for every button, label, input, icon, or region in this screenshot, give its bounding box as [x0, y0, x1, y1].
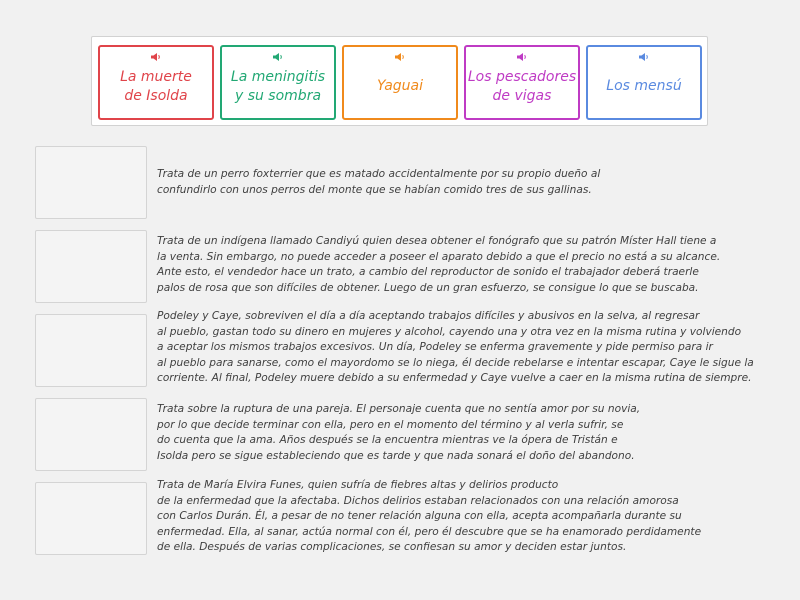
drop-slot-2[interactable]: [35, 230, 147, 303]
card-los-mensu[interactable]: [586, 45, 702, 120]
card-label: Yaguai: [376, 78, 424, 94]
description-5: [157, 478, 777, 556]
speaker-icon[interactable]: [150, 52, 162, 62]
card-label: La meningitis y su sombra: [230, 68, 326, 104]
speaker-icon[interactable]: [272, 52, 284, 62]
card-label: Los pescadores de vigas: [467, 68, 577, 104]
description-line: Isolda pero se sigue estableciendo que es tarde y que nada sonará el doño del abandono.: [157, 449, 635, 462]
card-yaguai[interactable]: [342, 45, 458, 120]
card-la-muerte-de-isolda[interactable]: [98, 45, 214, 120]
description-line: Ante esto, el vendedor hace un trato, a cambio del reproductor de sonido el trabajador deberá traerle: [157, 266, 699, 279]
card-la-meningitis-y-su-sombra[interactable]: [220, 45, 336, 120]
drop-slot-1[interactable]: [35, 146, 147, 219]
answer-cards-tray: [91, 36, 708, 126]
drop-slot-4[interactable]: [35, 398, 147, 471]
description-line: a aceptar los mismos trabajos excesivos. Un día, Podeley se enferma gravemente y pide permiso para ir: [157, 341, 713, 354]
description-line: al pueblo, gastan todo su dinero en mujeres y alcohol, cayendo una y otra vez en la misma rutina y volviendo: [157, 325, 742, 338]
description-1: [157, 167, 777, 198]
card-label: La muerte de Isolda: [120, 68, 192, 104]
speaker-icon[interactable]: [516, 52, 528, 62]
speaker-icon[interactable]: [394, 52, 406, 62]
description-line: de la enfermedad que la afectaba. Dichos delirios estaban relacionados con una relación amorosa: [157, 494, 679, 507]
description-line: de ella. Después de varias complicaciones, se confiesan su amor y deciden estar juntos.: [157, 541, 627, 554]
description-line: confundirlo con unos perros del monte que se habían comido tres de sus gallinas.: [157, 183, 592, 196]
drop-slot-5[interactable]: [35, 482, 147, 555]
description-line: Trata de un indígena llamado Candiyú quien desea obtener el fonógrafo que su patrón Míster Hall tiene a: [157, 235, 717, 247]
description-line: al pueblo para sanarse, como el mayordomo se lo niega, él decide rebelarse e intentar escapar, Caye le sigue la: [157, 356, 754, 369]
description-4: [157, 402, 777, 464]
description-line: con Carlos Durán. Él, a pesar de no tener relación alguna con ella, acepta acompañarla durante su: [157, 510, 682, 523]
description-line: por lo que decide terminar con ella, pero en el momento del término y al verla sufrir, se: [157, 418, 624, 431]
description-line: la venta. Sin embargo, no puede acceder a poseer el aparato debido a que el precio no está a su alcance.: [157, 250, 721, 263]
description-line: Trata de un perro foxterrier que es matado accidentalmente por su propio dueño al: [157, 168, 601, 180]
description-line: enfermedad. Ella, al sanar, actúa normal con él, pero él descubre que se ha enamorado perdidamente: [157, 525, 702, 538]
description-3: [157, 309, 777, 387]
description-line: palos de rosa que son difíciles de obtener. Luego de un gran esfuerzo, se consigue lo que se buscaba.: [157, 281, 699, 294]
drop-slot-3[interactable]: [35, 314, 147, 387]
description-line: do cuenta que la ama. Años después se la encuentra mientras ve la ópera de Tristán e: [157, 434, 618, 447]
speaker-icon[interactable]: [638, 52, 650, 62]
card-los-pescadores-de-vigas[interactable]: [464, 45, 580, 120]
description-line: Trata de María Elvira Funes, quien sufría de fiebres altas y delirios producto: [157, 479, 559, 491]
description-line: Podeley y Caye, sobreviven el día a día aceptando trabajos difíciles y abusivos en la selva, al regresar: [157, 310, 700, 322]
description-2: [157, 234, 777, 296]
description-line: Trata sobre la ruptura de una pareja. El personaje cuenta que no sentía amor por su novia,: [157, 403, 641, 415]
card-label: Los mensú: [606, 78, 682, 94]
description-line: corriente. Al final, Podeley muere debido a su enfermedad y Caye vuelve a caer en la misma rutina de siempre.: [157, 372, 752, 385]
